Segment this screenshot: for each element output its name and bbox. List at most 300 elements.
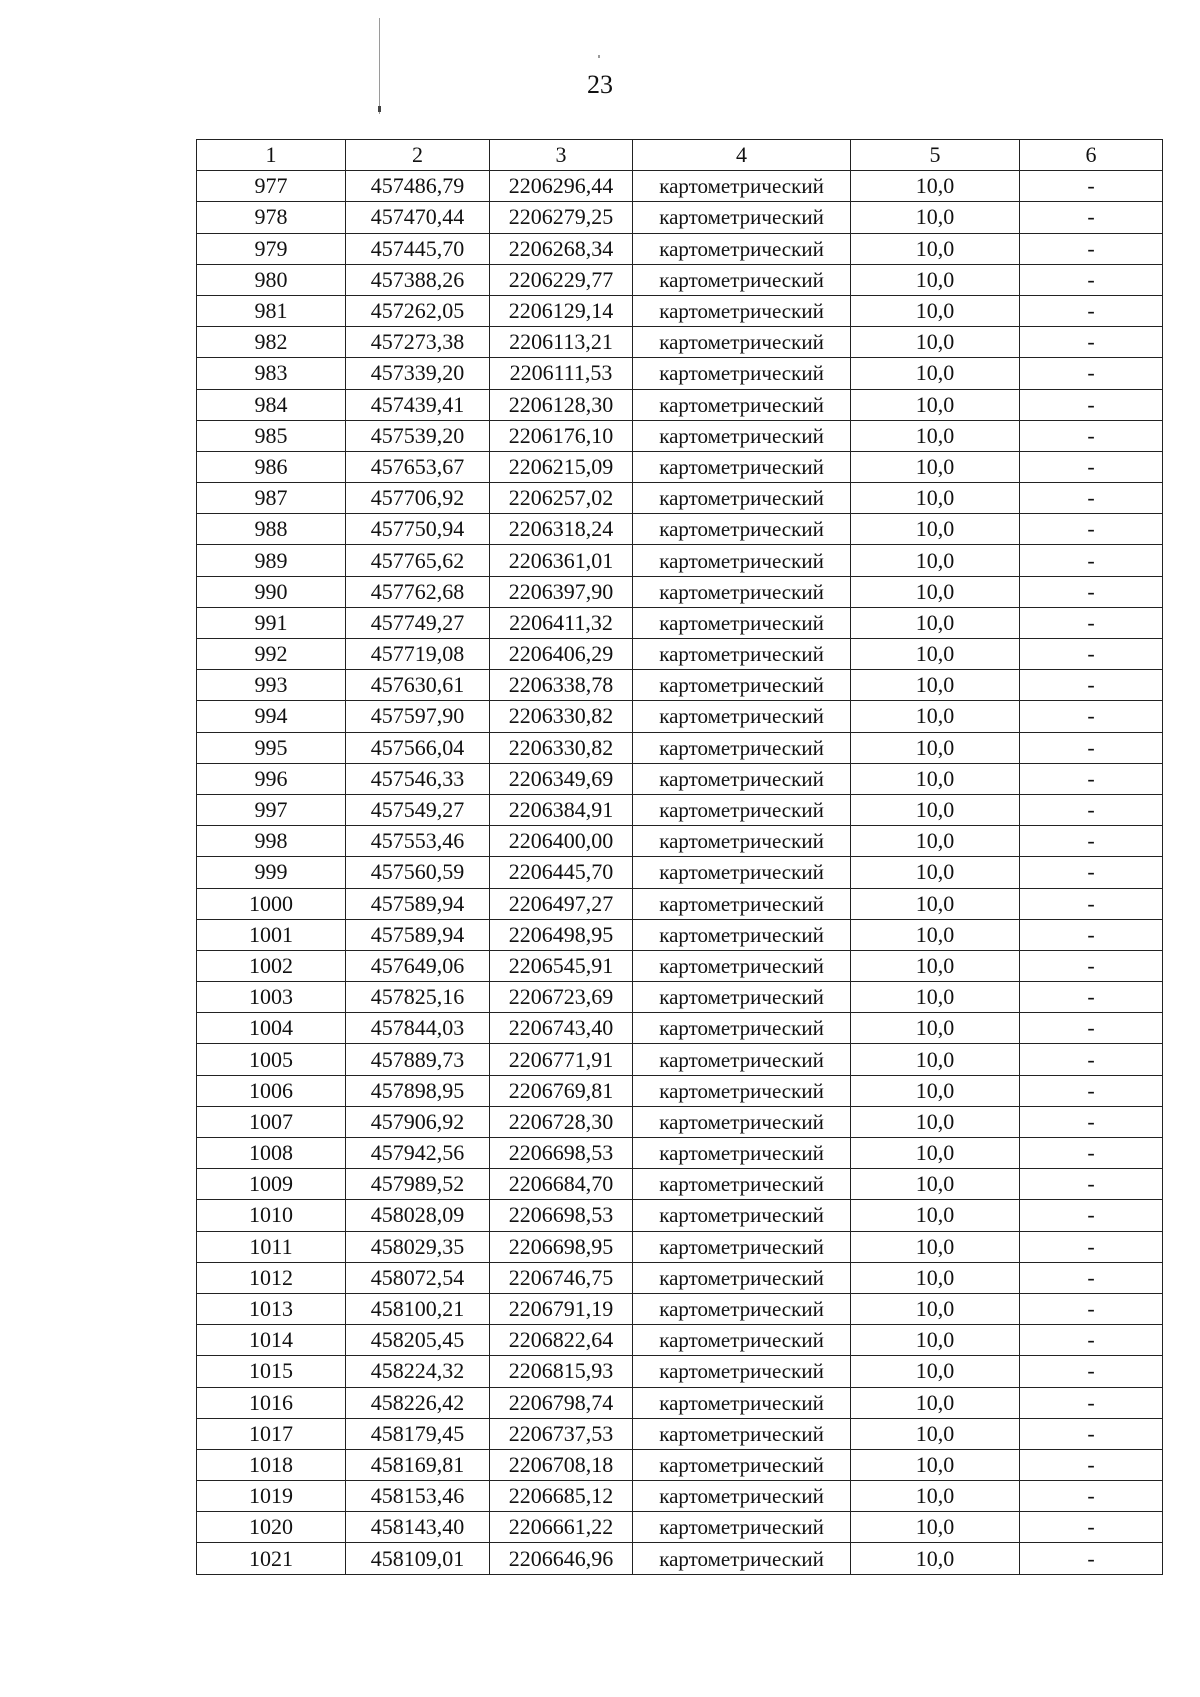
x-coordinate-cell: 457989,52 [346, 1169, 490, 1200]
accuracy-cell: 10,0 [851, 826, 1020, 857]
table-row [197, 950, 1163, 981]
accuracy-cell: 10,0 [851, 483, 1020, 514]
point-number-cell: 999 [197, 857, 346, 888]
method-cell: картометрический [633, 1387, 851, 1418]
table-row [197, 701, 1163, 732]
method-cell: картометрический [633, 1449, 851, 1480]
note-cell: - [1020, 607, 1163, 638]
y-coordinate-cell: 2206545,91 [490, 950, 633, 981]
y-coordinate-cell: 2206661,22 [490, 1512, 633, 1543]
x-coordinate-cell: 457566,04 [346, 732, 490, 763]
scan-artifact-dot [378, 106, 381, 112]
accuracy-cell: 10,0 [851, 670, 1020, 701]
table-row [197, 857, 1163, 888]
x-coordinate-cell: 458169,81 [346, 1449, 490, 1480]
note-cell: - [1020, 1543, 1163, 1574]
y-coordinate-cell: 2206296,44 [490, 171, 633, 202]
accuracy-cell: 10,0 [851, 1200, 1020, 1231]
x-coordinate-cell: 457906,92 [346, 1106, 490, 1137]
table-row [197, 358, 1163, 389]
table-row [197, 514, 1163, 545]
y-coordinate-cell: 2206128,30 [490, 389, 633, 420]
note-cell: - [1020, 202, 1163, 233]
point-number-cell: 991 [197, 607, 346, 638]
note-cell: - [1020, 1106, 1163, 1137]
x-coordinate-cell: 457898,95 [346, 1075, 490, 1106]
accuracy-cell: 10,0 [851, 327, 1020, 358]
y-coordinate-cell: 2206698,53 [490, 1138, 633, 1169]
note-cell: - [1020, 171, 1163, 202]
method-cell: картометрический [633, 327, 851, 358]
method-cell: картометрический [633, 701, 851, 732]
point-number-cell: 996 [197, 763, 346, 794]
point-number-cell: 1014 [197, 1325, 346, 1356]
coordinates-table [196, 139, 1163, 1575]
table-row [197, 171, 1163, 202]
y-coordinate-cell: 2206400,00 [490, 826, 633, 857]
x-coordinate-cell: 457825,16 [346, 982, 490, 1013]
note-cell: - [1020, 1418, 1163, 1449]
x-coordinate-cell: 457597,90 [346, 701, 490, 732]
point-number-cell: 1017 [197, 1418, 346, 1449]
y-coordinate-cell: 2206685,12 [490, 1481, 633, 1512]
y-coordinate-cell: 2206257,02 [490, 483, 633, 514]
table-row [197, 202, 1163, 233]
point-number-cell: 994 [197, 701, 346, 732]
y-coordinate-cell: 2206129,14 [490, 295, 633, 326]
note-cell: - [1020, 545, 1163, 576]
table-row [197, 1387, 1163, 1418]
table-row [197, 670, 1163, 701]
x-coordinate-cell: 457844,03 [346, 1013, 490, 1044]
accuracy-cell: 10,0 [851, 1356, 1020, 1387]
y-coordinate-cell: 2206229,77 [490, 264, 633, 295]
note-cell: - [1020, 732, 1163, 763]
scan-artifact-dot [598, 55, 600, 58]
x-coordinate-cell: 457486,79 [346, 171, 490, 202]
note-cell: - [1020, 794, 1163, 825]
note-cell: - [1020, 888, 1163, 919]
accuracy-cell: 10,0 [851, 1138, 1020, 1169]
x-coordinate-cell: 457589,94 [346, 888, 490, 919]
accuracy-cell: 10,0 [851, 982, 1020, 1013]
y-coordinate-cell: 2206279,25 [490, 202, 633, 233]
table-row [197, 1262, 1163, 1293]
header-row [197, 140, 1163, 171]
note-cell: - [1020, 1200, 1163, 1231]
x-coordinate-cell: 457706,92 [346, 483, 490, 514]
point-number-cell: 1015 [197, 1356, 346, 1387]
method-cell: картометрический [633, 1044, 851, 1075]
y-coordinate-cell: 2206746,75 [490, 1262, 633, 1293]
table-row [197, 389, 1163, 420]
x-coordinate-cell: 457549,27 [346, 794, 490, 825]
accuracy-cell: 10,0 [851, 295, 1020, 326]
table-row [197, 1106, 1163, 1137]
x-coordinate-cell: 458100,21 [346, 1293, 490, 1324]
method-cell: картометрический [633, 1325, 851, 1356]
point-number-cell: 986 [197, 451, 346, 482]
table-row [197, 1075, 1163, 1106]
method-cell: картометрический [633, 389, 851, 420]
point-number-cell: 1020 [197, 1512, 346, 1543]
note-cell: - [1020, 1387, 1163, 1418]
y-coordinate-cell: 2206498,95 [490, 919, 633, 950]
note-cell: - [1020, 1481, 1163, 1512]
table-row [197, 295, 1163, 326]
column-header: 3 [490, 140, 633, 171]
y-coordinate-cell: 2206330,82 [490, 732, 633, 763]
y-coordinate-cell: 2206698,53 [490, 1200, 633, 1231]
table-row [197, 794, 1163, 825]
x-coordinate-cell: 458109,01 [346, 1543, 490, 1574]
table-row [197, 919, 1163, 950]
table-row [197, 1044, 1163, 1075]
note-cell: - [1020, 857, 1163, 888]
table-row [197, 1543, 1163, 1574]
y-coordinate-cell: 2206215,09 [490, 451, 633, 482]
method-cell: картометрический [633, 1418, 851, 1449]
note-cell: - [1020, 295, 1163, 326]
accuracy-cell: 10,0 [851, 1543, 1020, 1574]
y-coordinate-cell: 2206822,64 [490, 1325, 633, 1356]
table-row [197, 545, 1163, 576]
point-number-cell: 1009 [197, 1169, 346, 1200]
y-coordinate-cell: 2206708,18 [490, 1449, 633, 1480]
point-number-cell: 1016 [197, 1387, 346, 1418]
note-cell: - [1020, 483, 1163, 514]
y-coordinate-cell: 2206728,30 [490, 1106, 633, 1137]
y-coordinate-cell: 2206723,69 [490, 982, 633, 1013]
note-cell: - [1020, 420, 1163, 451]
accuracy-cell: 10,0 [851, 794, 1020, 825]
point-number-cell: 1011 [197, 1231, 346, 1262]
method-cell: картометрический [633, 358, 851, 389]
point-number-cell: 988 [197, 514, 346, 545]
table-row [197, 1325, 1163, 1356]
note-cell: - [1020, 639, 1163, 670]
method-cell: картометрический [633, 545, 851, 576]
method-cell: картометрический [633, 451, 851, 482]
point-number-cell: 995 [197, 732, 346, 763]
method-cell: картометрический [633, 1013, 851, 1044]
column-header: 5 [851, 140, 1020, 171]
accuracy-cell: 10,0 [851, 1449, 1020, 1480]
method-cell: картометрический [633, 1138, 851, 1169]
y-coordinate-cell: 2206646,96 [490, 1543, 633, 1574]
table-row [197, 576, 1163, 607]
point-number-cell: 992 [197, 639, 346, 670]
accuracy-cell: 10,0 [851, 1387, 1020, 1418]
method-cell: картометрический [633, 202, 851, 233]
point-number-cell: 1003 [197, 982, 346, 1013]
table-row [197, 1512, 1163, 1543]
table-row [197, 1293, 1163, 1324]
x-coordinate-cell: 457653,67 [346, 451, 490, 482]
point-number-cell: 989 [197, 545, 346, 576]
accuracy-cell: 10,0 [851, 701, 1020, 732]
x-coordinate-cell: 458224,32 [346, 1356, 490, 1387]
accuracy-cell: 10,0 [851, 1512, 1020, 1543]
x-coordinate-cell: 457262,05 [346, 295, 490, 326]
method-cell: картометрический [633, 919, 851, 950]
accuracy-cell: 10,0 [851, 888, 1020, 919]
method-cell: картометрический [633, 1356, 851, 1387]
accuracy-cell: 10,0 [851, 451, 1020, 482]
point-number-cell: 982 [197, 327, 346, 358]
accuracy-cell: 10,0 [851, 576, 1020, 607]
table-row [197, 982, 1163, 1013]
method-cell: картометрический [633, 1231, 851, 1262]
note-cell: - [1020, 1075, 1163, 1106]
x-coordinate-cell: 457553,46 [346, 826, 490, 857]
x-coordinate-cell: 457649,06 [346, 950, 490, 981]
point-number-cell: 1006 [197, 1075, 346, 1106]
accuracy-cell: 10,0 [851, 358, 1020, 389]
y-coordinate-cell: 2206384,91 [490, 794, 633, 825]
method-cell: картометрический [633, 1293, 851, 1324]
y-coordinate-cell: 2206737,53 [490, 1418, 633, 1449]
note-cell: - [1020, 389, 1163, 420]
table-row [197, 233, 1163, 264]
y-coordinate-cell: 2206743,40 [490, 1013, 633, 1044]
method-cell: картометрический [633, 670, 851, 701]
method-cell: картометрический [633, 295, 851, 326]
accuracy-cell: 10,0 [851, 1013, 1020, 1044]
x-coordinate-cell: 458153,46 [346, 1481, 490, 1512]
point-number-cell: 1012 [197, 1262, 346, 1293]
note-cell: - [1020, 233, 1163, 264]
accuracy-cell: 10,0 [851, 1075, 1020, 1106]
x-coordinate-cell: 457589,94 [346, 919, 490, 950]
x-coordinate-cell: 457750,94 [346, 514, 490, 545]
note-cell: - [1020, 1356, 1163, 1387]
table-row [197, 1200, 1163, 1231]
x-coordinate-cell: 458226,42 [346, 1387, 490, 1418]
x-coordinate-cell: 457942,56 [346, 1138, 490, 1169]
note-cell: - [1020, 327, 1163, 358]
x-coordinate-cell: 458029,35 [346, 1231, 490, 1262]
point-number-cell: 983 [197, 358, 346, 389]
accuracy-cell: 10,0 [851, 1262, 1020, 1293]
y-coordinate-cell: 2206406,29 [490, 639, 633, 670]
point-number-cell: 997 [197, 794, 346, 825]
point-number-cell: 987 [197, 483, 346, 514]
table-row [197, 483, 1163, 514]
table-row [197, 639, 1163, 670]
y-coordinate-cell: 2206397,90 [490, 576, 633, 607]
note-cell: - [1020, 1449, 1163, 1480]
table-row [197, 607, 1163, 638]
method-cell: картометрический [633, 171, 851, 202]
column-header: 2 [346, 140, 490, 171]
method-cell: картометрический [633, 607, 851, 638]
accuracy-cell: 10,0 [851, 763, 1020, 794]
note-cell: - [1020, 1138, 1163, 1169]
y-coordinate-cell: 2206318,24 [490, 514, 633, 545]
y-coordinate-cell: 2206113,21 [490, 327, 633, 358]
note-cell: - [1020, 763, 1163, 794]
accuracy-cell: 10,0 [851, 1418, 1020, 1449]
note-cell: - [1020, 576, 1163, 607]
accuracy-cell: 10,0 [851, 1231, 1020, 1262]
note-cell: - [1020, 826, 1163, 857]
x-coordinate-cell: 457339,20 [346, 358, 490, 389]
x-coordinate-cell: 457439,41 [346, 389, 490, 420]
method-cell: картометрический [633, 1543, 851, 1574]
y-coordinate-cell: 2206815,93 [490, 1356, 633, 1387]
accuracy-cell: 10,0 [851, 1325, 1020, 1356]
note-cell: - [1020, 1262, 1163, 1293]
x-coordinate-cell: 458072,54 [346, 1262, 490, 1293]
method-cell: картометрический [633, 888, 851, 919]
x-coordinate-cell: 457749,27 [346, 607, 490, 638]
table-row [197, 1449, 1163, 1480]
page-number: 23 [587, 70, 613, 99]
x-coordinate-cell: 458143,40 [346, 1512, 490, 1543]
table-row [197, 732, 1163, 763]
method-cell: картометрический [633, 826, 851, 857]
y-coordinate-cell: 2206330,82 [490, 701, 633, 732]
accuracy-cell: 10,0 [851, 607, 1020, 638]
x-coordinate-cell: 457765,62 [346, 545, 490, 576]
point-number-cell: 1019 [197, 1481, 346, 1512]
method-cell: картометрический [633, 1262, 851, 1293]
x-coordinate-cell: 457445,70 [346, 233, 490, 264]
y-coordinate-cell: 2206445,70 [490, 857, 633, 888]
note-cell: - [1020, 670, 1163, 701]
accuracy-cell: 10,0 [851, 1293, 1020, 1324]
table-row [197, 1169, 1163, 1200]
method-cell: картометрический [633, 1106, 851, 1137]
y-coordinate-cell: 2206176,10 [490, 420, 633, 451]
point-number-cell: 985 [197, 420, 346, 451]
method-cell: картометрический [633, 1481, 851, 1512]
accuracy-cell: 10,0 [851, 919, 1020, 950]
method-cell: картометрический [633, 857, 851, 888]
point-number-cell: 1001 [197, 919, 346, 950]
y-coordinate-cell: 2206111,53 [490, 358, 633, 389]
x-coordinate-cell: 458028,09 [346, 1200, 490, 1231]
table-row [197, 1138, 1163, 1169]
method-cell: картометрический [633, 514, 851, 545]
table-row [197, 826, 1163, 857]
note-cell: - [1020, 982, 1163, 1013]
method-cell: картометрический [633, 1512, 851, 1543]
y-coordinate-cell: 2206268,34 [490, 233, 633, 264]
method-cell: картометрический [633, 483, 851, 514]
column-header: 4 [633, 140, 851, 171]
table-row [197, 451, 1163, 482]
x-coordinate-cell: 457470,44 [346, 202, 490, 233]
note-cell: - [1020, 919, 1163, 950]
y-coordinate-cell: 2206338,78 [490, 670, 633, 701]
note-cell: - [1020, 1231, 1163, 1262]
accuracy-cell: 10,0 [851, 202, 1020, 233]
x-coordinate-cell: 458205,45 [346, 1325, 490, 1356]
point-number-cell: 979 [197, 233, 346, 264]
table-row [197, 1231, 1163, 1262]
point-number-cell: 978 [197, 202, 346, 233]
y-coordinate-cell: 2206698,95 [490, 1231, 633, 1262]
accuracy-cell: 10,0 [851, 233, 1020, 264]
table-row [197, 1356, 1163, 1387]
point-number-cell: 993 [197, 670, 346, 701]
note-cell: - [1020, 1325, 1163, 1356]
note-cell: - [1020, 1293, 1163, 1324]
y-coordinate-cell: 2206411,32 [490, 607, 633, 638]
x-coordinate-cell: 457273,38 [346, 327, 490, 358]
point-number-cell: 1000 [197, 888, 346, 919]
column-header: 6 [1020, 140, 1163, 171]
method-cell: картометрический [633, 950, 851, 981]
point-number-cell: 1008 [197, 1138, 346, 1169]
point-number-cell: 1004 [197, 1013, 346, 1044]
method-cell: картометрический [633, 1169, 851, 1200]
accuracy-cell: 10,0 [851, 545, 1020, 576]
x-coordinate-cell: 457560,59 [346, 857, 490, 888]
table-body [197, 171, 1163, 1574]
point-number-cell: 990 [197, 576, 346, 607]
x-coordinate-cell: 457388,26 [346, 264, 490, 295]
y-coordinate-cell: 2206349,69 [490, 763, 633, 794]
point-number-cell: 980 [197, 264, 346, 295]
table-row [197, 763, 1163, 794]
point-number-cell: 1002 [197, 950, 346, 981]
table-row [197, 264, 1163, 295]
method-cell: картометрический [633, 763, 851, 794]
accuracy-cell: 10,0 [851, 1106, 1020, 1137]
note-cell: - [1020, 701, 1163, 732]
y-coordinate-cell: 2206771,91 [490, 1044, 633, 1075]
point-number-cell: 977 [197, 171, 346, 202]
note-cell: - [1020, 514, 1163, 545]
method-cell: картометрический [633, 1075, 851, 1106]
method-cell: картометрический [633, 576, 851, 607]
method-cell: картометрический [633, 732, 851, 763]
note-cell: - [1020, 451, 1163, 482]
y-coordinate-cell: 2206361,01 [490, 545, 633, 576]
accuracy-cell: 10,0 [851, 171, 1020, 202]
y-coordinate-cell: 2206791,19 [490, 1293, 633, 1324]
table-row [197, 888, 1163, 919]
method-cell: картометрический [633, 420, 851, 451]
table-row [197, 1481, 1163, 1512]
x-coordinate-cell: 458179,45 [346, 1418, 490, 1449]
point-number-cell: 981 [197, 295, 346, 326]
x-coordinate-cell: 457762,68 [346, 576, 490, 607]
x-coordinate-cell: 457630,61 [346, 670, 490, 701]
accuracy-cell: 10,0 [851, 857, 1020, 888]
method-cell: картометрический [633, 794, 851, 825]
y-coordinate-cell: 2206497,27 [490, 888, 633, 919]
note-cell: - [1020, 1512, 1163, 1543]
accuracy-cell: 10,0 [851, 1481, 1020, 1512]
x-coordinate-cell: 457546,33 [346, 763, 490, 794]
method-cell: картометрический [633, 264, 851, 295]
table-row [197, 420, 1163, 451]
point-number-cell: 1005 [197, 1044, 346, 1075]
accuracy-cell: 10,0 [851, 514, 1020, 545]
point-number-cell: 984 [197, 389, 346, 420]
table-row [197, 327, 1163, 358]
method-cell: картометрический [633, 639, 851, 670]
x-coordinate-cell: 457539,20 [346, 420, 490, 451]
accuracy-cell: 10,0 [851, 389, 1020, 420]
note-cell: - [1020, 1169, 1163, 1200]
accuracy-cell: 10,0 [851, 639, 1020, 670]
method-cell: картометрический [633, 982, 851, 1013]
